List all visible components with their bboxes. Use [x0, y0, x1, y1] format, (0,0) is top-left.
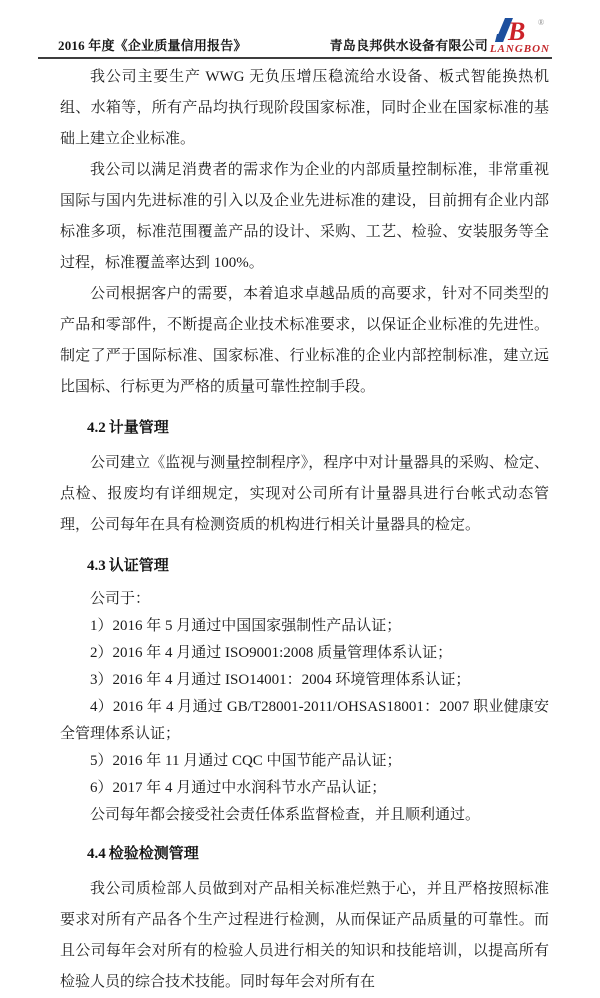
langbon-logo-icon	[494, 17, 550, 46]
cert-closing-line: 公司每年都会接受社会责任体系监督检查，并且顺利通过。	[90, 807, 481, 823]
section-heading-4-3	[60, 554, 549, 579]
cert-intro-line: 公司于：	[90, 591, 151, 607]
cert-list-item-4: 4）2016 年 4 月通过 GB/T28001-2011/OHSAS18001：2007 职业健康安全管理体系认证；	[60, 699, 549, 742]
page-header	[38, 0, 552, 59]
section-number: 4.4	[87, 846, 106, 862]
paragraph-customer-standards: 公司根据客户的需要，本着追求卓越品质的高要求，针对不同类型的产品和零部件，不断提高企业技术标准要求，以保证企业标准的先进性。制定了严于国际标准、国家标准、行业标准的企业内部控制标准，建立远比国标、行标更为严格的质量可靠性控制手段。	[60, 286, 549, 395]
document-body	[60, 62, 549, 998]
section-heading-4-2	[60, 416, 549, 441]
section-heading-4-4	[60, 842, 549, 867]
cert-list-item-5: 5）2016 年 11 月通过 CQC 中国节能产品认证；	[90, 753, 402, 769]
report-title: 2016 年度《企业质量信用报告》	[58, 38, 247, 53]
paragraph-internal-standards: 我公司以满足消费者的需求作为企业的内部质量控制标准，非常重视国际与国内先进标准的引入以及企业先进标准的建设，目前拥有企业内部标准多项，标准范围覆盖产品的设计、采购、工艺、检验、安装服务等全过程，标准覆盖率达到 100%。	[60, 162, 549, 271]
section-number: 4.2	[87, 420, 106, 436]
section-title: 检验检测管理	[108, 846, 199, 862]
cert-list-item-2: 2）2016 年 4 月通过 ISO9001:2008 质量管理体系认证；	[90, 645, 453, 661]
section-title: 计量管理	[108, 420, 169, 436]
langbon-logo-text: LANGBON	[489, 43, 550, 55]
svg-text:®: ®	[538, 18, 545, 27]
svg-text:B: B	[508, 17, 526, 46]
paragraph-products: 我公司主要生产 WWG 无负压增压稳流给水设备、板式智能换热机组、水箱等，所有产品均执行现阶段国家标准，同时企业在国家标准的基础上建立企业标准。	[60, 69, 549, 147]
section-title: 认证管理	[108, 558, 169, 574]
company-name: 青岛良邦供水设备有限公司	[329, 38, 488, 53]
section-number: 4.3	[87, 558, 106, 574]
paragraph-metrology: 公司建立《监视与测量控制程序》，程序中对计量器具的采购、检定、点检、报废均有详细规定，实现对公司所有计量器具进行台帐式动态管理，公司每年在具有检测资质的机构进行相关计量器具的检定。	[60, 455, 549, 533]
cert-list-item-1: 1）2016 年 5 月通过中国国家强制性产品认证；	[90, 618, 402, 634]
paragraph-inspection: 我公司质检部人员做到对产品相关标准烂熟于心，并且严格按照标准要求对所有产品各个生产过程进行检测，从而保证产品质量的可靠性。而且公司每年会对所有的检验人员进行相关的知识和技能培训，以提高所有检验人员的综合技术技能。同时每年会对所有在	[60, 881, 549, 990]
cert-list-item-6: 6）2017 年 4 月通过中水润科节水产品认证；	[90, 780, 387, 796]
cert-list-item-3: 3）2016 年 4 月通过 ISO14001：2004 环境管理体系认证；	[90, 672, 471, 688]
